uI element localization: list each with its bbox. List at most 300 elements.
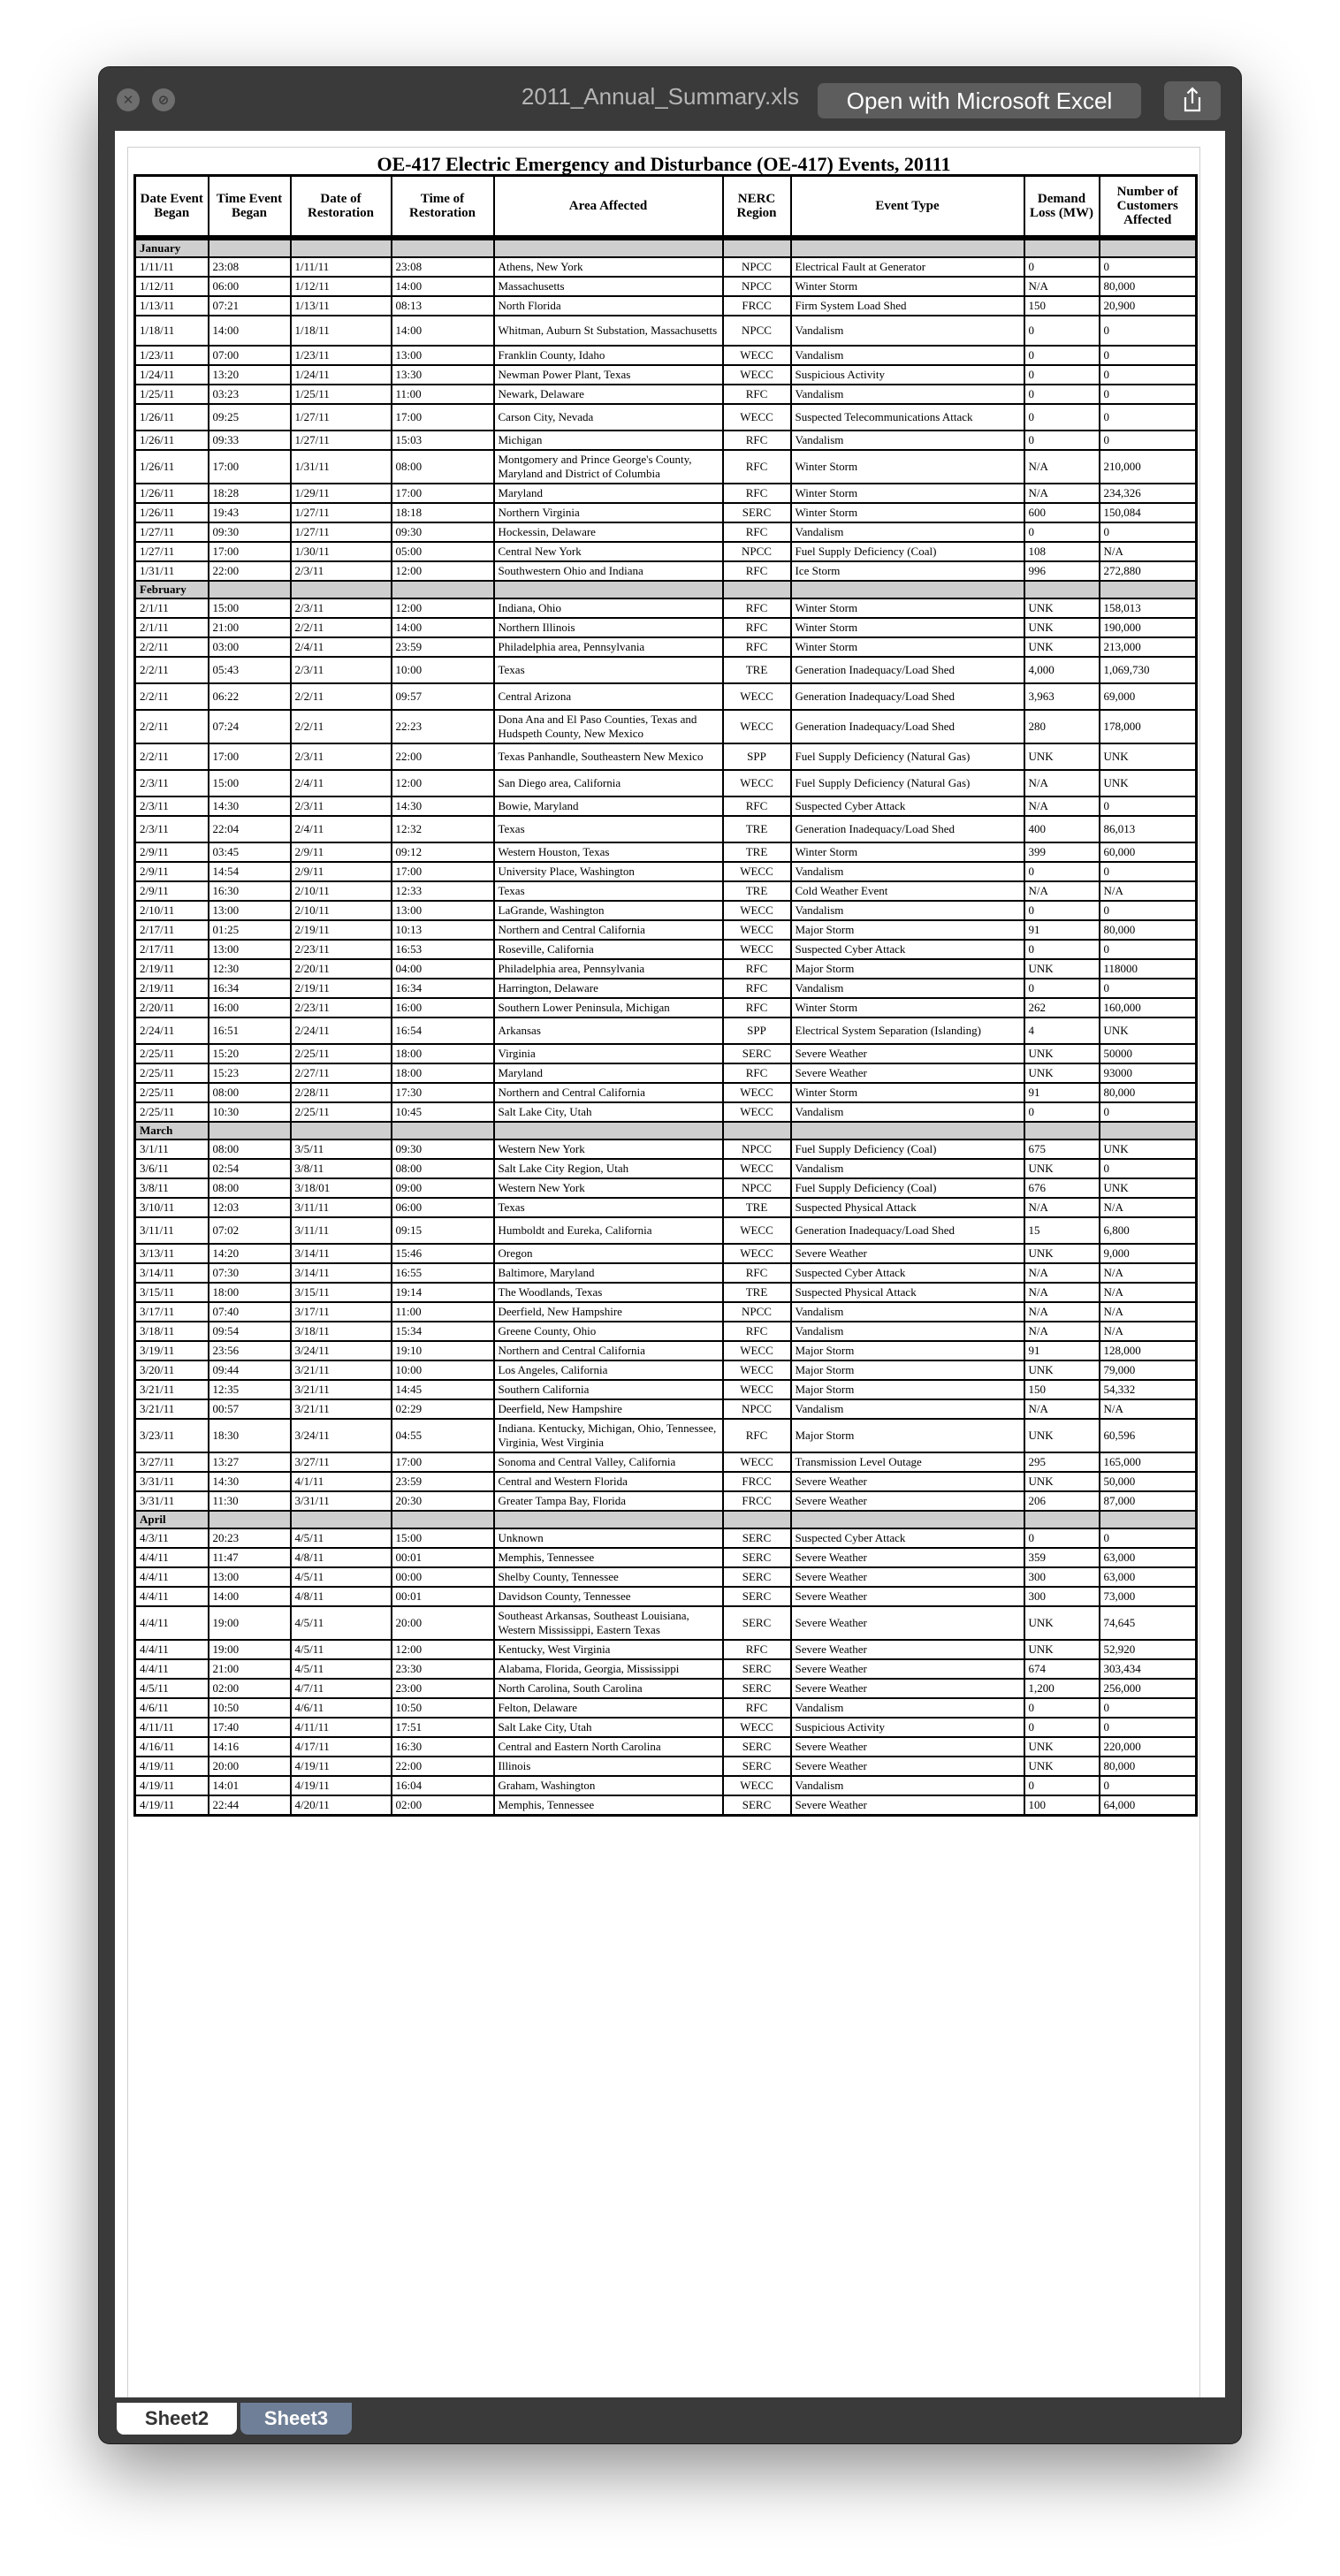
table-cell: 150,084 (1100, 503, 1197, 522)
table-cell: Severe Weather (791, 1063, 1024, 1083)
table-cell: UNK (1024, 637, 1100, 657)
table-cell: 1/13/11 (291, 296, 392, 316)
table-cell: 3/21/11 (135, 1399, 209, 1419)
table-cell: 4/8/11 (291, 1548, 392, 1567)
table-cell: 14:16 (209, 1737, 291, 1757)
table-cell: 86,013 (1100, 816, 1197, 842)
table-cell: 150 (1024, 1380, 1100, 1399)
table-cell: 18:18 (392, 503, 494, 522)
table-cell: 23:30 (392, 1659, 494, 1679)
table-cell: 2/3/11 (291, 561, 392, 581)
table-cell: 69,000 (1100, 683, 1197, 710)
table-cell: SERC (723, 1548, 791, 1567)
month-cell (291, 581, 392, 598)
tab-sheet3[interactable]: Sheet3 (240, 2403, 352, 2435)
table-cell: 15:23 (209, 1063, 291, 1083)
month-cell (723, 1511, 791, 1528)
table-cell: Fuel Supply Deficiency (Natural Gas) (791, 743, 1024, 770)
table-cell: WECC (723, 770, 791, 796)
table-cell: 16:51 (209, 1017, 291, 1044)
table-row (135, 1341, 1197, 1360)
table-cell: UNK (1100, 1139, 1197, 1159)
table-cell: 3/10/11 (135, 1198, 209, 1217)
table-cell: 16:30 (392, 1737, 494, 1757)
table-cell: 4/5/11 (135, 1679, 209, 1698)
table-cell: 300 (1024, 1587, 1100, 1606)
table-cell: 10:30 (209, 1102, 291, 1122)
table-row (135, 816, 1197, 842)
table-cell: 3/13/11 (135, 1244, 209, 1263)
table-cell: 1/26/11 (135, 484, 209, 503)
table-cell: 0 (1100, 979, 1197, 998)
table-cell: San Diego area, California (494, 770, 723, 796)
document-title: 2011_Annual_Summary.xls (521, 83, 799, 110)
table-row (135, 296, 1197, 316)
table-cell: 00:01 (392, 1587, 494, 1606)
table-row (135, 1491, 1197, 1511)
table-cell: 4/4/11 (135, 1548, 209, 1567)
table-cell: UNK (1024, 1606, 1100, 1640)
table-cell: 178,000 (1100, 710, 1197, 743)
table-cell: 303,434 (1100, 1659, 1197, 1679)
table-cell: 09:30 (392, 1139, 494, 1159)
table-cell: 3/21/11 (135, 1380, 209, 1399)
table-row (135, 542, 1197, 561)
table-cell: N/A (1100, 1283, 1197, 1302)
table-cell: 07:30 (209, 1263, 291, 1283)
table-cell: RFC (723, 522, 791, 542)
table-cell: 3/11/11 (135, 1217, 209, 1244)
table-cell: 2/20/11 (291, 959, 392, 979)
table-cell: Winter Storm (791, 484, 1024, 503)
table-cell: TRE (723, 1198, 791, 1217)
table-row (135, 561, 1197, 581)
table-cell: 2/19/11 (291, 920, 392, 940)
table-cell: Major Storm (791, 920, 1024, 940)
table-cell: 3/14/11 (135, 1263, 209, 1283)
table-cell: 3/15/11 (135, 1283, 209, 1302)
table-cell: 3/8/11 (135, 1178, 209, 1198)
table-cell: Severe Weather (791, 1491, 1024, 1511)
table-cell: 18:28 (209, 484, 291, 503)
table-cell: 20:23 (209, 1528, 291, 1548)
table-cell: 02:00 (209, 1679, 291, 1698)
table-cell: 17:40 (209, 1718, 291, 1737)
table-cell: N/A (1100, 1198, 1197, 1217)
table-cell: 04:00 (392, 959, 494, 979)
table-cell: FRCC (723, 1472, 791, 1491)
table-cell: 2/3/11 (291, 657, 392, 683)
table-cell: 4,000 (1024, 657, 1100, 683)
table-cell: Suspected Cyber Attack (791, 1528, 1024, 1548)
table-cell: RFC (723, 1640, 791, 1659)
table-cell: Suspicious Activity (791, 365, 1024, 385)
table-cell: Vandalism (791, 1102, 1024, 1122)
table-cell: 4 (1024, 1017, 1100, 1044)
table-cell: 63,000 (1100, 1567, 1197, 1587)
table-cell: Shelby County, Tennessee (494, 1567, 723, 1587)
table-cell: 3/18/11 (291, 1322, 392, 1341)
table-cell: Suspected Cyber Attack (791, 1263, 1024, 1283)
month-label: January (135, 238, 209, 257)
table-cell: 50000 (1100, 1044, 1197, 1063)
table-row (135, 1102, 1197, 1122)
month-cell (494, 581, 723, 598)
table-cell: Vandalism (791, 431, 1024, 450)
table-cell: 1,200 (1024, 1679, 1100, 1698)
table-cell: 0 (1024, 862, 1100, 881)
table-cell: 0 (1100, 901, 1197, 920)
table-row (135, 637, 1197, 657)
table-cell: Western Houston, Texas (494, 842, 723, 862)
table-cell: Roseville, California (494, 940, 723, 959)
month-cell (791, 1511, 1024, 1528)
table-cell: 09:33 (209, 431, 291, 450)
col-area-affected: Area Affected (494, 176, 723, 239)
table-cell: UNK (1024, 959, 1100, 979)
table-cell: UNK (1024, 1737, 1100, 1757)
table-cell: 3/21/11 (291, 1380, 392, 1399)
table-cell: 15:00 (209, 770, 291, 796)
table-cell: 09:44 (209, 1360, 291, 1380)
table-cell: TRE (723, 881, 791, 901)
table-cell: N/A (1100, 1322, 1197, 1341)
table-cell: Winter Storm (791, 450, 1024, 484)
table-row (135, 998, 1197, 1017)
table-cell: 20:30 (392, 1491, 494, 1511)
table-row (135, 920, 1197, 940)
table-cell: Ice Storm (791, 561, 1024, 581)
table-cell: 60,000 (1100, 842, 1197, 862)
table-cell: Central Arizona (494, 683, 723, 710)
table-row (135, 881, 1197, 901)
table-cell: 4/4/11 (135, 1659, 209, 1679)
table-cell: 4/5/11 (291, 1659, 392, 1679)
table-row (135, 365, 1197, 385)
table-cell: Maryland (494, 1063, 723, 1083)
table-cell: 17:00 (392, 862, 494, 881)
table-row (135, 1452, 1197, 1472)
table-cell: 80,000 (1100, 277, 1197, 296)
table-cell: Severe Weather (791, 1659, 1024, 1679)
table-cell: 2/24/11 (135, 1017, 209, 1044)
col-event-type: Event Type (791, 176, 1024, 239)
table-cell: Harrington, Delaware (494, 979, 723, 998)
table-cell: 07:24 (209, 710, 291, 743)
table-cell: Whitman, Auburn St Substation, Massachusetts (494, 316, 723, 346)
table-cell: Vandalism (791, 1399, 1024, 1419)
table-cell: 12:35 (209, 1380, 291, 1399)
table-cell: 2/19/11 (135, 959, 209, 979)
table-cell: Vandalism (791, 1776, 1024, 1795)
table-cell: 13:27 (209, 1452, 291, 1472)
close-icon[interactable]: ✕ (117, 88, 140, 111)
table-cell: 14:00 (392, 277, 494, 296)
table-cell: 1/27/11 (291, 522, 392, 542)
table-cell: 22:23 (392, 710, 494, 743)
table-cell: 1/12/11 (135, 277, 209, 296)
open-with-excel-button[interactable]: Open with Microsoft Excel (818, 83, 1141, 118)
table-cell: Vandalism (791, 979, 1024, 998)
table-cell: Virginia (494, 1044, 723, 1063)
table-cell: Texas (494, 881, 723, 901)
table-cell: 15:46 (392, 1244, 494, 1263)
table-row (135, 743, 1197, 770)
table-row (135, 1567, 1197, 1587)
col-time-began: Time Event Began (209, 176, 291, 239)
table-cell: 18:30 (209, 1419, 291, 1452)
table-row (135, 1063, 1197, 1083)
table-cell: N/A (1100, 542, 1197, 561)
table-cell: Vandalism (791, 901, 1024, 920)
table-cell: 2/25/11 (135, 1063, 209, 1083)
month-cell (291, 1122, 392, 1139)
table-cell: TRE (723, 842, 791, 862)
table-cell: 4/6/11 (135, 1698, 209, 1718)
table-cell: 16:34 (209, 979, 291, 998)
table-cell: 4/16/11 (135, 1737, 209, 1757)
table-row (135, 1302, 1197, 1322)
month-cell (392, 1511, 494, 1528)
table-cell: UNK (1024, 598, 1100, 618)
table-cell: 14:54 (209, 862, 291, 881)
table-cell: SERC (723, 1528, 791, 1548)
table-cell: Texas (494, 1198, 723, 1217)
table-cell: 1/24/11 (135, 365, 209, 385)
table-cell: 1/30/11 (291, 542, 392, 561)
table-cell: UNK (1024, 1419, 1100, 1452)
table-cell: Sonoma and Central Valley, California (494, 1452, 723, 1472)
table-cell: 399 (1024, 842, 1100, 862)
table-cell: 1,069,730 (1100, 657, 1197, 683)
month-cell (1100, 1511, 1197, 1528)
table-cell: 3/17/11 (291, 1302, 392, 1322)
table-cell: N/A (1024, 1322, 1100, 1341)
col-nerc-region: NERC Region (723, 176, 791, 239)
table-cell: 08:00 (392, 450, 494, 484)
table-cell: FRCC (723, 1491, 791, 1511)
table-cell: 60,596 (1100, 1419, 1197, 1452)
table-cell: Salt Lake City, Utah (494, 1718, 723, 1737)
table-cell: 14:30 (209, 796, 291, 816)
table-cell: 256,000 (1100, 1679, 1197, 1698)
table-row (135, 1360, 1197, 1380)
table-row (135, 1548, 1197, 1567)
table-cell: 4/4/11 (135, 1587, 209, 1606)
table-cell: 1/24/11 (291, 365, 392, 385)
table-cell: Major Storm (791, 1380, 1024, 1399)
table-cell: 19:14 (392, 1283, 494, 1302)
table-cell: 1/11/11 (135, 257, 209, 277)
table-cell: WECC (723, 1776, 791, 1795)
table-cell: 01:25 (209, 920, 291, 940)
table-cell: 2/1/11 (135, 618, 209, 637)
table-cell: WECC (723, 940, 791, 959)
table-cell: 1/26/11 (135, 431, 209, 450)
table-cell: UNK (1024, 1063, 1100, 1083)
table-cell: 91 (1024, 1083, 1100, 1102)
table-cell: 10:13 (392, 920, 494, 940)
month-cell (209, 238, 291, 257)
table-cell: Deerfield, New Hampshire (494, 1302, 723, 1322)
table-cell: 108 (1024, 542, 1100, 561)
table-cell: Severe Weather (791, 1567, 1024, 1587)
table-row (135, 1640, 1197, 1659)
table-cell: 0 (1024, 365, 1100, 385)
table-cell: 674 (1024, 1659, 1100, 1679)
table-cell: 100 (1024, 1795, 1100, 1816)
table-cell: RFC (723, 796, 791, 816)
table-cell: 19:00 (209, 1606, 291, 1640)
table-cell: WECC (723, 1360, 791, 1380)
table-cell: 1/27/11 (291, 503, 392, 522)
table-cell: 13:20 (209, 365, 291, 385)
table-cell: Fuel Supply Deficiency (Natural Gas) (791, 770, 1024, 796)
table-cell: 12:00 (392, 598, 494, 618)
table-cell: SERC (723, 1737, 791, 1757)
table-cell: LaGrande, Washington (494, 901, 723, 920)
table-cell: 91 (1024, 920, 1100, 940)
table-cell: 23:56 (209, 1341, 291, 1360)
table-row (135, 1380, 1197, 1399)
table-cell: WECC (723, 1244, 791, 1263)
spreadsheet-view[interactable] (115, 131, 1225, 2397)
table-cell: 3/5/11 (291, 1139, 392, 1159)
table-cell: Major Storm (791, 1419, 1024, 1452)
table-cell: Carson City, Nevada (494, 404, 723, 431)
table-cell: 0 (1100, 1718, 1197, 1737)
table-cell: SERC (723, 1567, 791, 1587)
table-cell: 3/14/11 (291, 1244, 392, 1263)
table-cell: WECC (723, 404, 791, 431)
table-cell: 272,880 (1100, 561, 1197, 581)
table-cell: Bowie, Maryland (494, 796, 723, 816)
table-cell: 19:43 (209, 503, 291, 522)
table-cell: 11:00 (392, 1302, 494, 1322)
table-cell: 15:03 (392, 431, 494, 450)
month-cell (1024, 581, 1100, 598)
tab-sheet2[interactable]: Sheet2 (117, 2403, 237, 2435)
table-row (135, 1419, 1197, 1452)
table-cell: Southeast Arkansas, Southeast Louisiana, Western Mississippi, Eastern Texas (494, 1606, 723, 1640)
table-cell: 17:00 (209, 743, 291, 770)
table-cell: Massachusetts (494, 277, 723, 296)
table-cell: 675 (1024, 1139, 1100, 1159)
table-row (135, 901, 1197, 920)
month-cell (1024, 1511, 1100, 1528)
table-cell: 14:00 (209, 1587, 291, 1606)
table-cell: 12:00 (392, 561, 494, 581)
table-cell: Vandalism (791, 385, 1024, 404)
table-cell: Generation Inadequacy/Load Shed (791, 1217, 1024, 1244)
table-cell: 12:30 (209, 959, 291, 979)
table-cell: N/A (1100, 1399, 1197, 1419)
table-cell: 3/17/11 (135, 1302, 209, 1322)
table-cell: Unknown (494, 1528, 723, 1548)
table-cell: 0 (1100, 1102, 1197, 1122)
table-cell: N/A (1024, 1198, 1100, 1217)
table-cell: 15:34 (392, 1322, 494, 1341)
table-cell: 15:00 (392, 1528, 494, 1548)
fullscreen-icon[interactable]: ⊘ (152, 88, 175, 111)
table-cell: UNK (1024, 743, 1100, 770)
table-cell: WECC (723, 862, 791, 881)
table-cell: 00:01 (392, 1548, 494, 1567)
table-row (135, 1737, 1197, 1757)
month-cell (392, 581, 494, 598)
table-cell: Major Storm (791, 959, 1024, 979)
table-row (135, 1263, 1197, 1283)
table-cell: UNK (1024, 1244, 1100, 1263)
table-cell: Suspected Physical Attack (791, 1283, 1024, 1302)
table-cell: Illinois (494, 1757, 723, 1776)
share-button[interactable] (1164, 81, 1221, 120)
table-cell: Electrical System Separation (Islanding) (791, 1017, 1024, 1044)
table-cell: UNK (1024, 1360, 1100, 1380)
month-cell (791, 1122, 1024, 1139)
table-cell: 06:00 (209, 277, 291, 296)
table-cell: 3/24/11 (291, 1341, 392, 1360)
table-cell: North Florida (494, 296, 723, 316)
table-cell: 16:00 (392, 998, 494, 1017)
table-cell: Winter Storm (791, 598, 1024, 618)
table-cell: Memphis, Tennessee (494, 1795, 723, 1816)
table-cell: 3,963 (1024, 683, 1100, 710)
table-cell: Winter Storm (791, 842, 1024, 862)
table-cell: 4/5/11 (291, 1567, 392, 1587)
table-cell: 08:00 (392, 1159, 494, 1178)
table-cell: 23:59 (392, 637, 494, 657)
table-cell: Severe Weather (791, 1244, 1024, 1263)
month-label: March (135, 1122, 209, 1139)
table-cell: 4/4/11 (135, 1640, 209, 1659)
table-cell: RFC (723, 1698, 791, 1718)
table-row (135, 1399, 1197, 1419)
table-cell: 2/3/11 (291, 796, 392, 816)
table-cell: 16:30 (209, 881, 291, 901)
table-cell: N/A (1024, 450, 1100, 484)
table-cell: 3/27/11 (135, 1452, 209, 1472)
table-cell: 1/11/11 (291, 257, 392, 277)
table-cell: 213,000 (1100, 637, 1197, 657)
table-cell: 02:29 (392, 1399, 494, 1419)
month-cell (1100, 1122, 1197, 1139)
table-cell: WECC (723, 920, 791, 940)
table-cell: 23:59 (392, 1472, 494, 1491)
table-row (135, 484, 1197, 503)
table-cell: RFC (723, 1063, 791, 1083)
table-cell: Generation Inadequacy/Load Shed (791, 683, 1024, 710)
table-row (135, 1217, 1197, 1244)
table-cell: 4/19/11 (135, 1776, 209, 1795)
table-cell: 17:00 (209, 542, 291, 561)
table-cell: 15 (1024, 1217, 1100, 1244)
table-cell: N/A (1024, 1263, 1100, 1283)
sheet-tab-bar (99, 2397, 1241, 2443)
table-cell: Franklin County, Idaho (494, 346, 723, 365)
sheet-page (127, 147, 1200, 2397)
table-cell: Fuel Supply Deficiency (Coal) (791, 542, 1024, 561)
table-cell: 3/24/11 (291, 1419, 392, 1452)
month-cell (723, 1122, 791, 1139)
table-cell: 18:00 (209, 1283, 291, 1302)
table-cell: 64,000 (1100, 1795, 1197, 1816)
table-cell: 2/10/11 (135, 901, 209, 920)
table-cell: Severe Weather (791, 1044, 1024, 1063)
table-cell: NPCC (723, 316, 791, 346)
table-cell: 1/25/11 (135, 385, 209, 404)
table-cell: Northern Virginia (494, 503, 723, 522)
